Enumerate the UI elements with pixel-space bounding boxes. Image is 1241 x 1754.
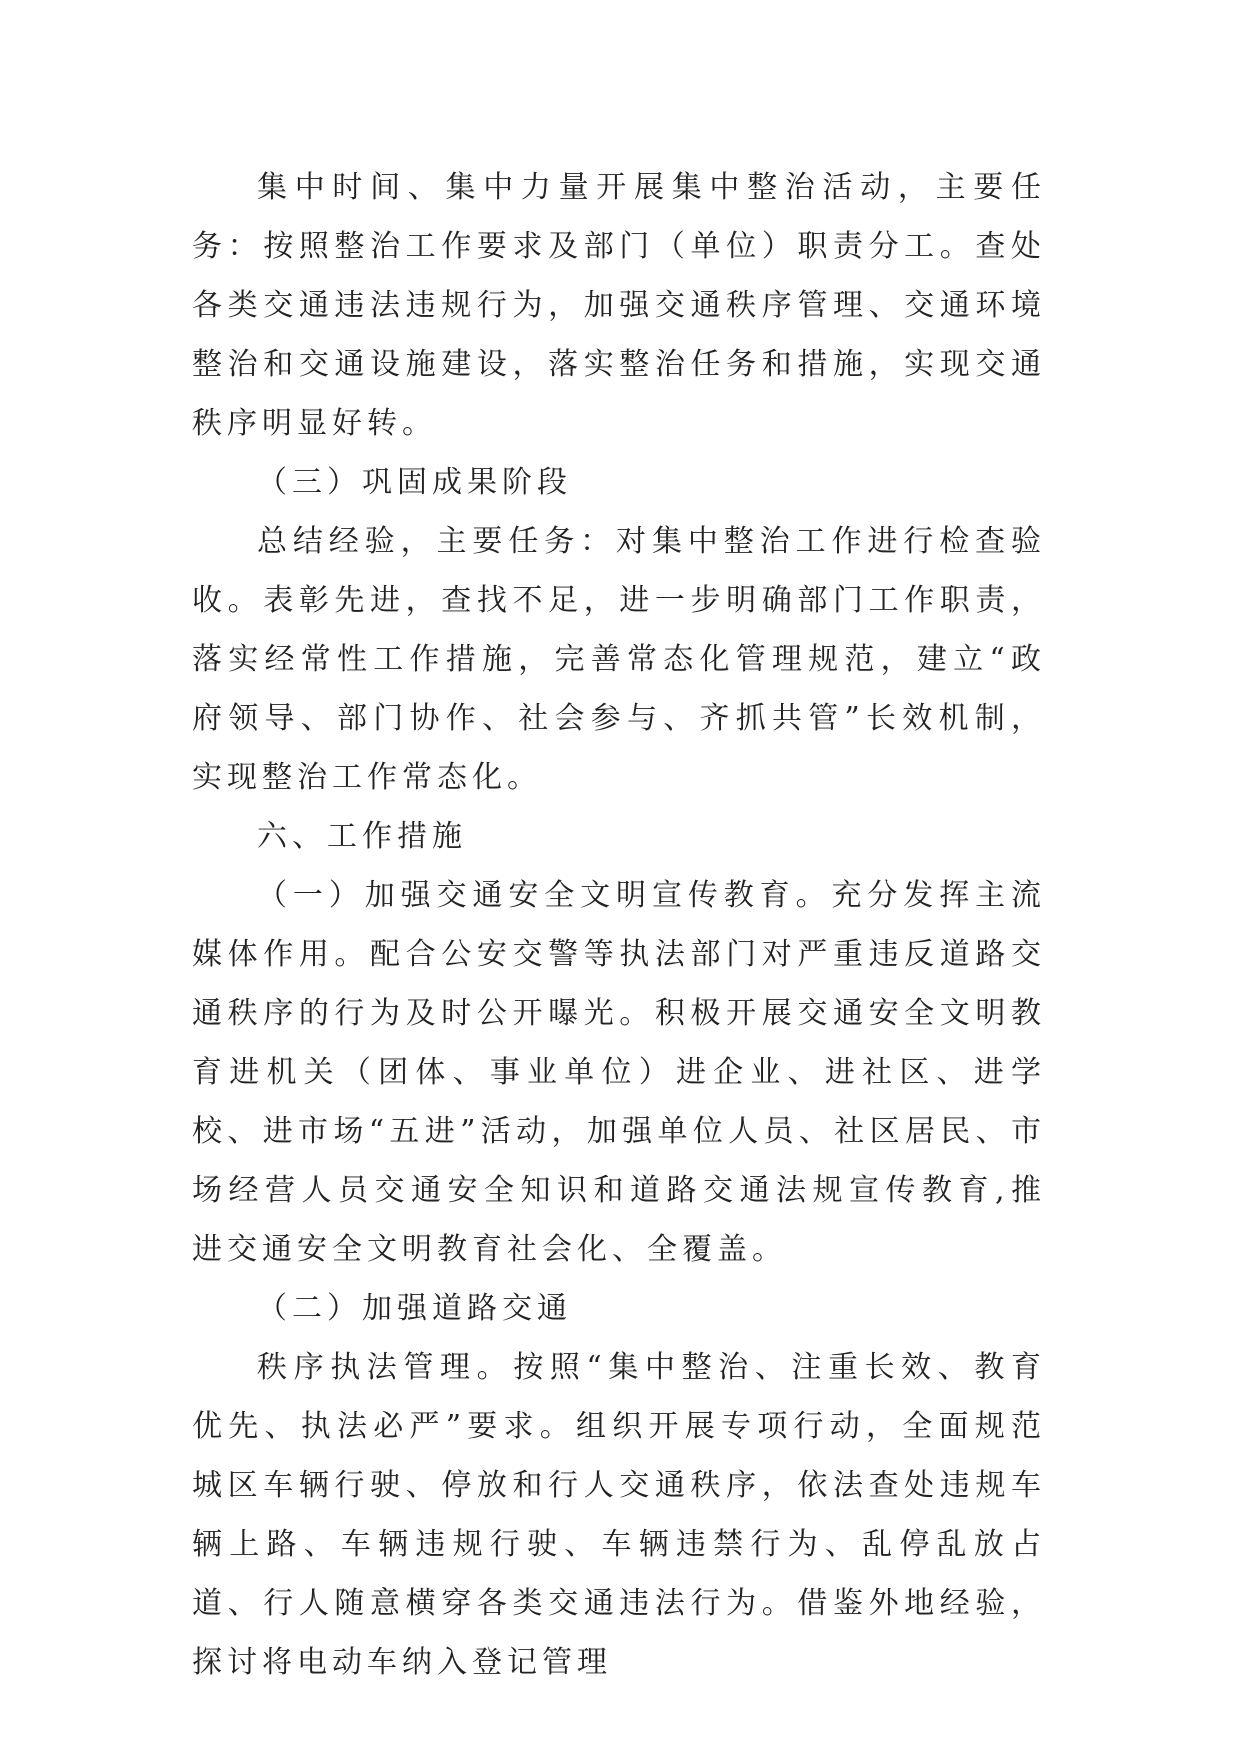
paragraph-safety-education: （一）加强交通安全文明宣传教育。充分发挥主流媒体作用。配合公安交警等执法部门对严重违反道路交通秩序的行为及时公开曝光。积极开展交通安全文明教育进机关（团体、事业单位）进企业、进社区、进学校、进市场“五进”活动，加强单位人员、社区居民、市场经营人员交通安全知识和道路交通法规宣传教育,推进交通安全文明教育社会化、全覆盖。 — [192, 878, 1046, 1267]
document-body — [192, 158, 1046, 1692]
paragraph-summarize-experience: 总结经验，主要任务：对集中整治工作进行检查验收。表彰先进，查找不足，进一步明确部门工作职责，落实经常性工作措施，完善常态化管理规范，建立“政府领导、部门协作、社会参与、齐抓共管”长效机制，实现整治工作常态化。 — [192, 524, 1046, 795]
heading-consolidation-stage: （三）巩固成果阶段 — [257, 465, 572, 500]
paragraph-concentrated-rectification: 集中时间、集中力量开展集中整治活动，主要任务：按照整治工作要求及部门（单位）职责分工。查处各类交通违法违规行为，加强交通秩序管理、交通环境整治和交通设施建设，落实整治任务和措施，实现交通秩序明显好转。 — [192, 170, 1046, 441]
heading-strengthen-road-traffic: （二）加强道路交通 — [257, 1291, 572, 1326]
heading-work-measures: 六、工作措施 — [257, 819, 467, 854]
paragraph-order-enforcement: 秩序执法管理。按照“集中整治、注重长效、教育优先、执法必严”要求。组织开展专项行动，全面规范城区车辆行驶、停放和行人交通秩序，依法查处违规车辆上路、车辆违规行驶、车辆违禁行为、乱停乱放占道、行人随意横穿各类交通违法行为。借鉴外地经验，探讨将电动车纳入登记管理 — [192, 1350, 1046, 1680]
